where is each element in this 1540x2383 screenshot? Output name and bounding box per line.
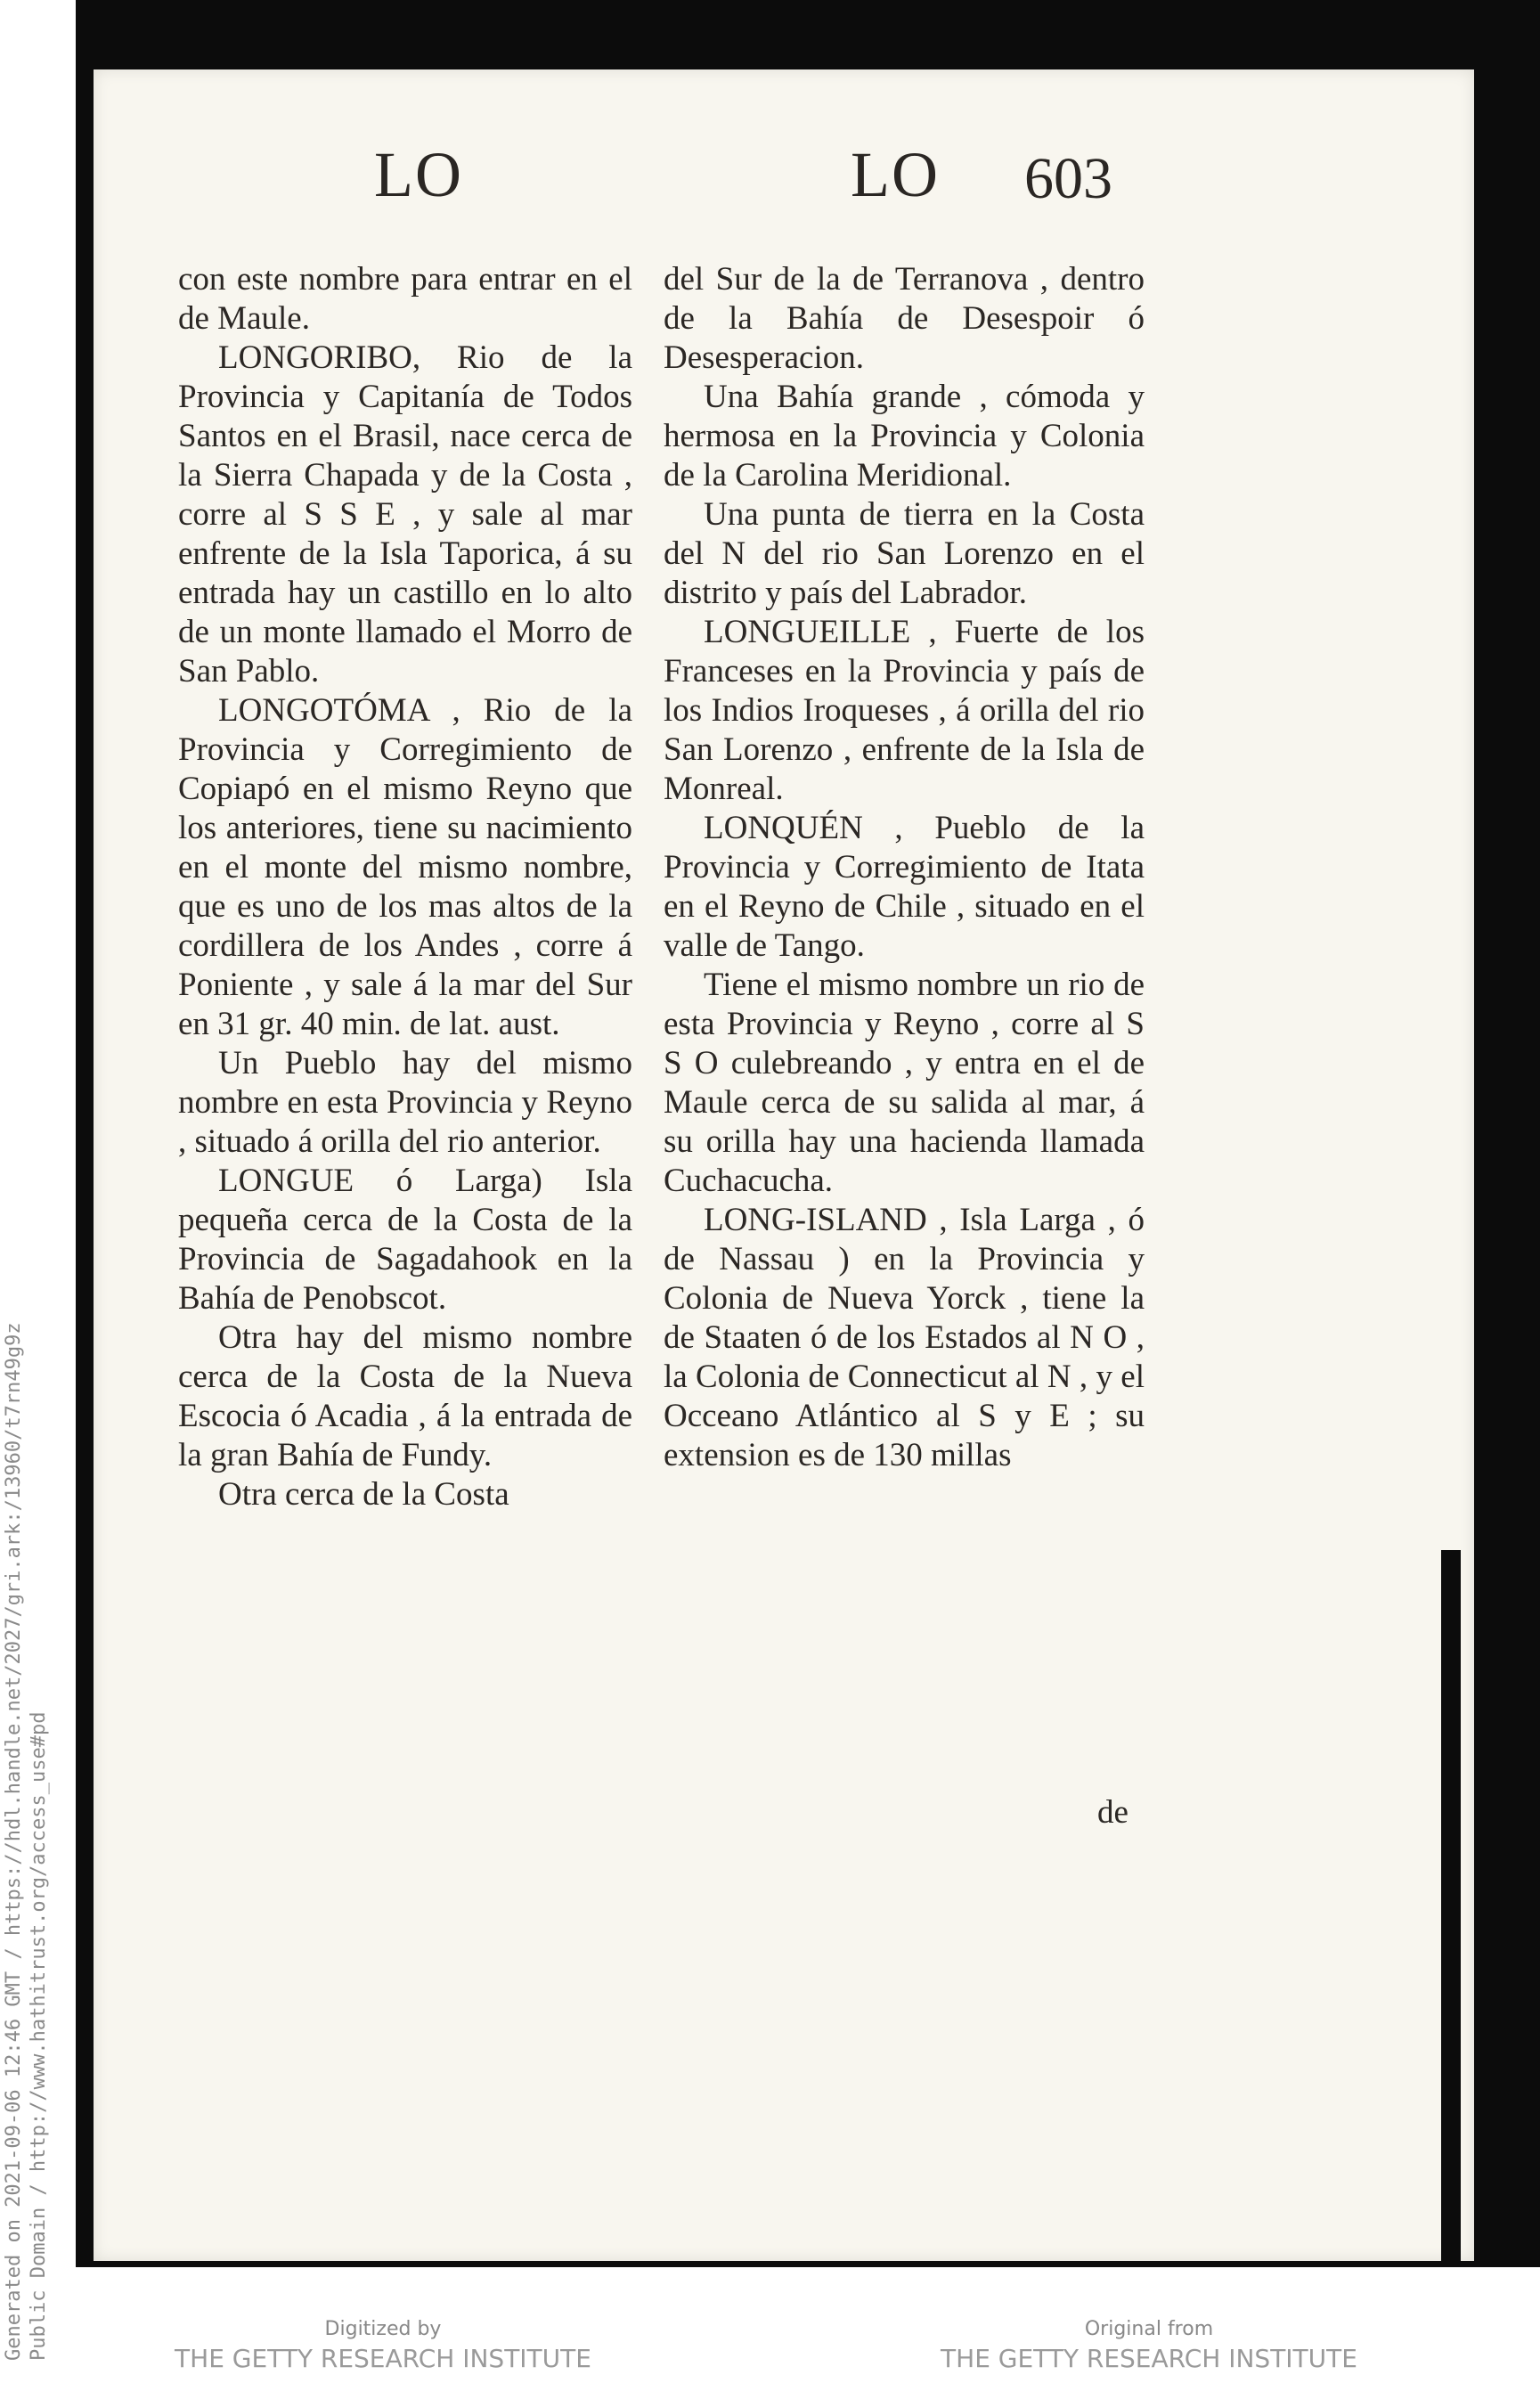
paragraph: Tiene el mismo nombre un rio de esta Provincia y Reyno , corre al S S O culebreando , y entra en el de Maule cerca de su salida al mar, á su orilla hay una hacienda llamada Cuchacucha. xyxy=(664,967,1145,1199)
paragraph: Una Bahía grande , cómoda y hermosa en la Provincia y Colonia de la Carolina Meridional. xyxy=(664,379,1145,494)
paragraph: LONGOTÓMA , Rio de la Provincia y Corregimiento de Copiapó en el mismo Reyno que los anteriores, tiene su nacimiento en el monte del mismo nombre, que es uno de los mas altos de la cordillera de los Andes , corre á Poniente , y sale á la mar del Sur en 31 gr. 40 min. de lat. aust. xyxy=(178,692,632,1042)
left-text-column xyxy=(178,260,632,1514)
paragraph: Otra hay del mismo nombre cerca de la Costa de la Nueva Escocia ó Acadia , á la entrada de la gran Bahía de Fundy. xyxy=(178,1319,632,1473)
page-footer xyxy=(0,2316,1540,2383)
paragraph: LONGUE ó Larga) Isla pequeña cerca de la Costa de la Provincia de Sagadahook en la Bahía de Penobscot. xyxy=(178,1163,632,1317)
footer-left-institution: THE GETTY RESEARCH INSTITUTE xyxy=(175,2344,591,2373)
footer-right-caption: Original from xyxy=(1084,2318,1214,2340)
page-number: 603 xyxy=(1024,146,1112,211)
footer-left-caption: Digitized by xyxy=(324,2318,442,2340)
footer-right-institution: THE GETTY RESEARCH INSTITUTE xyxy=(941,2344,1357,2373)
page-edge-shadow xyxy=(1441,1550,1461,2263)
paragraph: Una punta de tierra en la Costa del N del rio San Lorenzo en el distrito y país del Labrador. xyxy=(664,496,1145,611)
right-running-head: LO xyxy=(851,139,940,210)
right-text-column xyxy=(664,260,1145,1475)
stamp-line-generated: Generated on 2021-09-06 12:46 GMT / https://hdl.handle.net/2027/gri.ark:/13960/t7rn49g9z xyxy=(3,1322,25,2361)
paragraph: del Sur de la de Terranova , dentro de la Bahía de Desespoir ó Desesperacion. xyxy=(664,261,1145,376)
left-running-head: LO xyxy=(374,139,463,210)
paragraph: Un Pueblo hay del mismo nombre en esta Provincia y Reyno , situado á orilla del rio anterior. xyxy=(178,1045,632,1160)
paragraph: LONQUÉN , Pueblo de la Provincia y Corregimiento de Itata en el Reyno de Chile , situado en el valle de Tango. xyxy=(664,810,1145,964)
paragraph: LONGORIBO, Rio de la Provincia y Capitanía de Todos Santos en el Brasil, nace cerca de la Sierra Chapada y de la Costa , corre al S S E , y sale al mar enfrente de la Isla Taporica, á su entrada hay un castillo en lo alto de un monte llamado el Morro de San Pablo. xyxy=(178,339,632,690)
stamp-line-public-domain: Public Domain / http://www.hathitrust.org/access_use#pd xyxy=(28,1711,50,2361)
paragraph: Otra cerca de la Costa xyxy=(218,1476,509,1513)
footer-digitized-by xyxy=(134,2316,632,2375)
catchword: de xyxy=(1097,1794,1129,1831)
paragraph: con este nombre para entrar en el de Maule. xyxy=(178,261,632,337)
running-header xyxy=(0,138,1540,236)
paragraph: LONG-ISLAND , Isla Larga , ó de Nassau ) en la Provincia y Colonia de Nueva Yorck , tiene la de Staaten ó de los Estados al N O , la Colonia de Connecticut al N , y el Occeano Atlántico al S y E ; su extension es de 130 millas xyxy=(664,1202,1145,1473)
footer-original-from xyxy=(900,2316,1398,2375)
paragraph: LONGUEILLE , Fuerte de los Franceses en la Provincia y país de los Indios Iroqueses , á orilla del rio San Lorenzo , enfrente de la Isla de Monreal. xyxy=(664,614,1145,807)
side-access-stamp xyxy=(0,1140,53,2361)
